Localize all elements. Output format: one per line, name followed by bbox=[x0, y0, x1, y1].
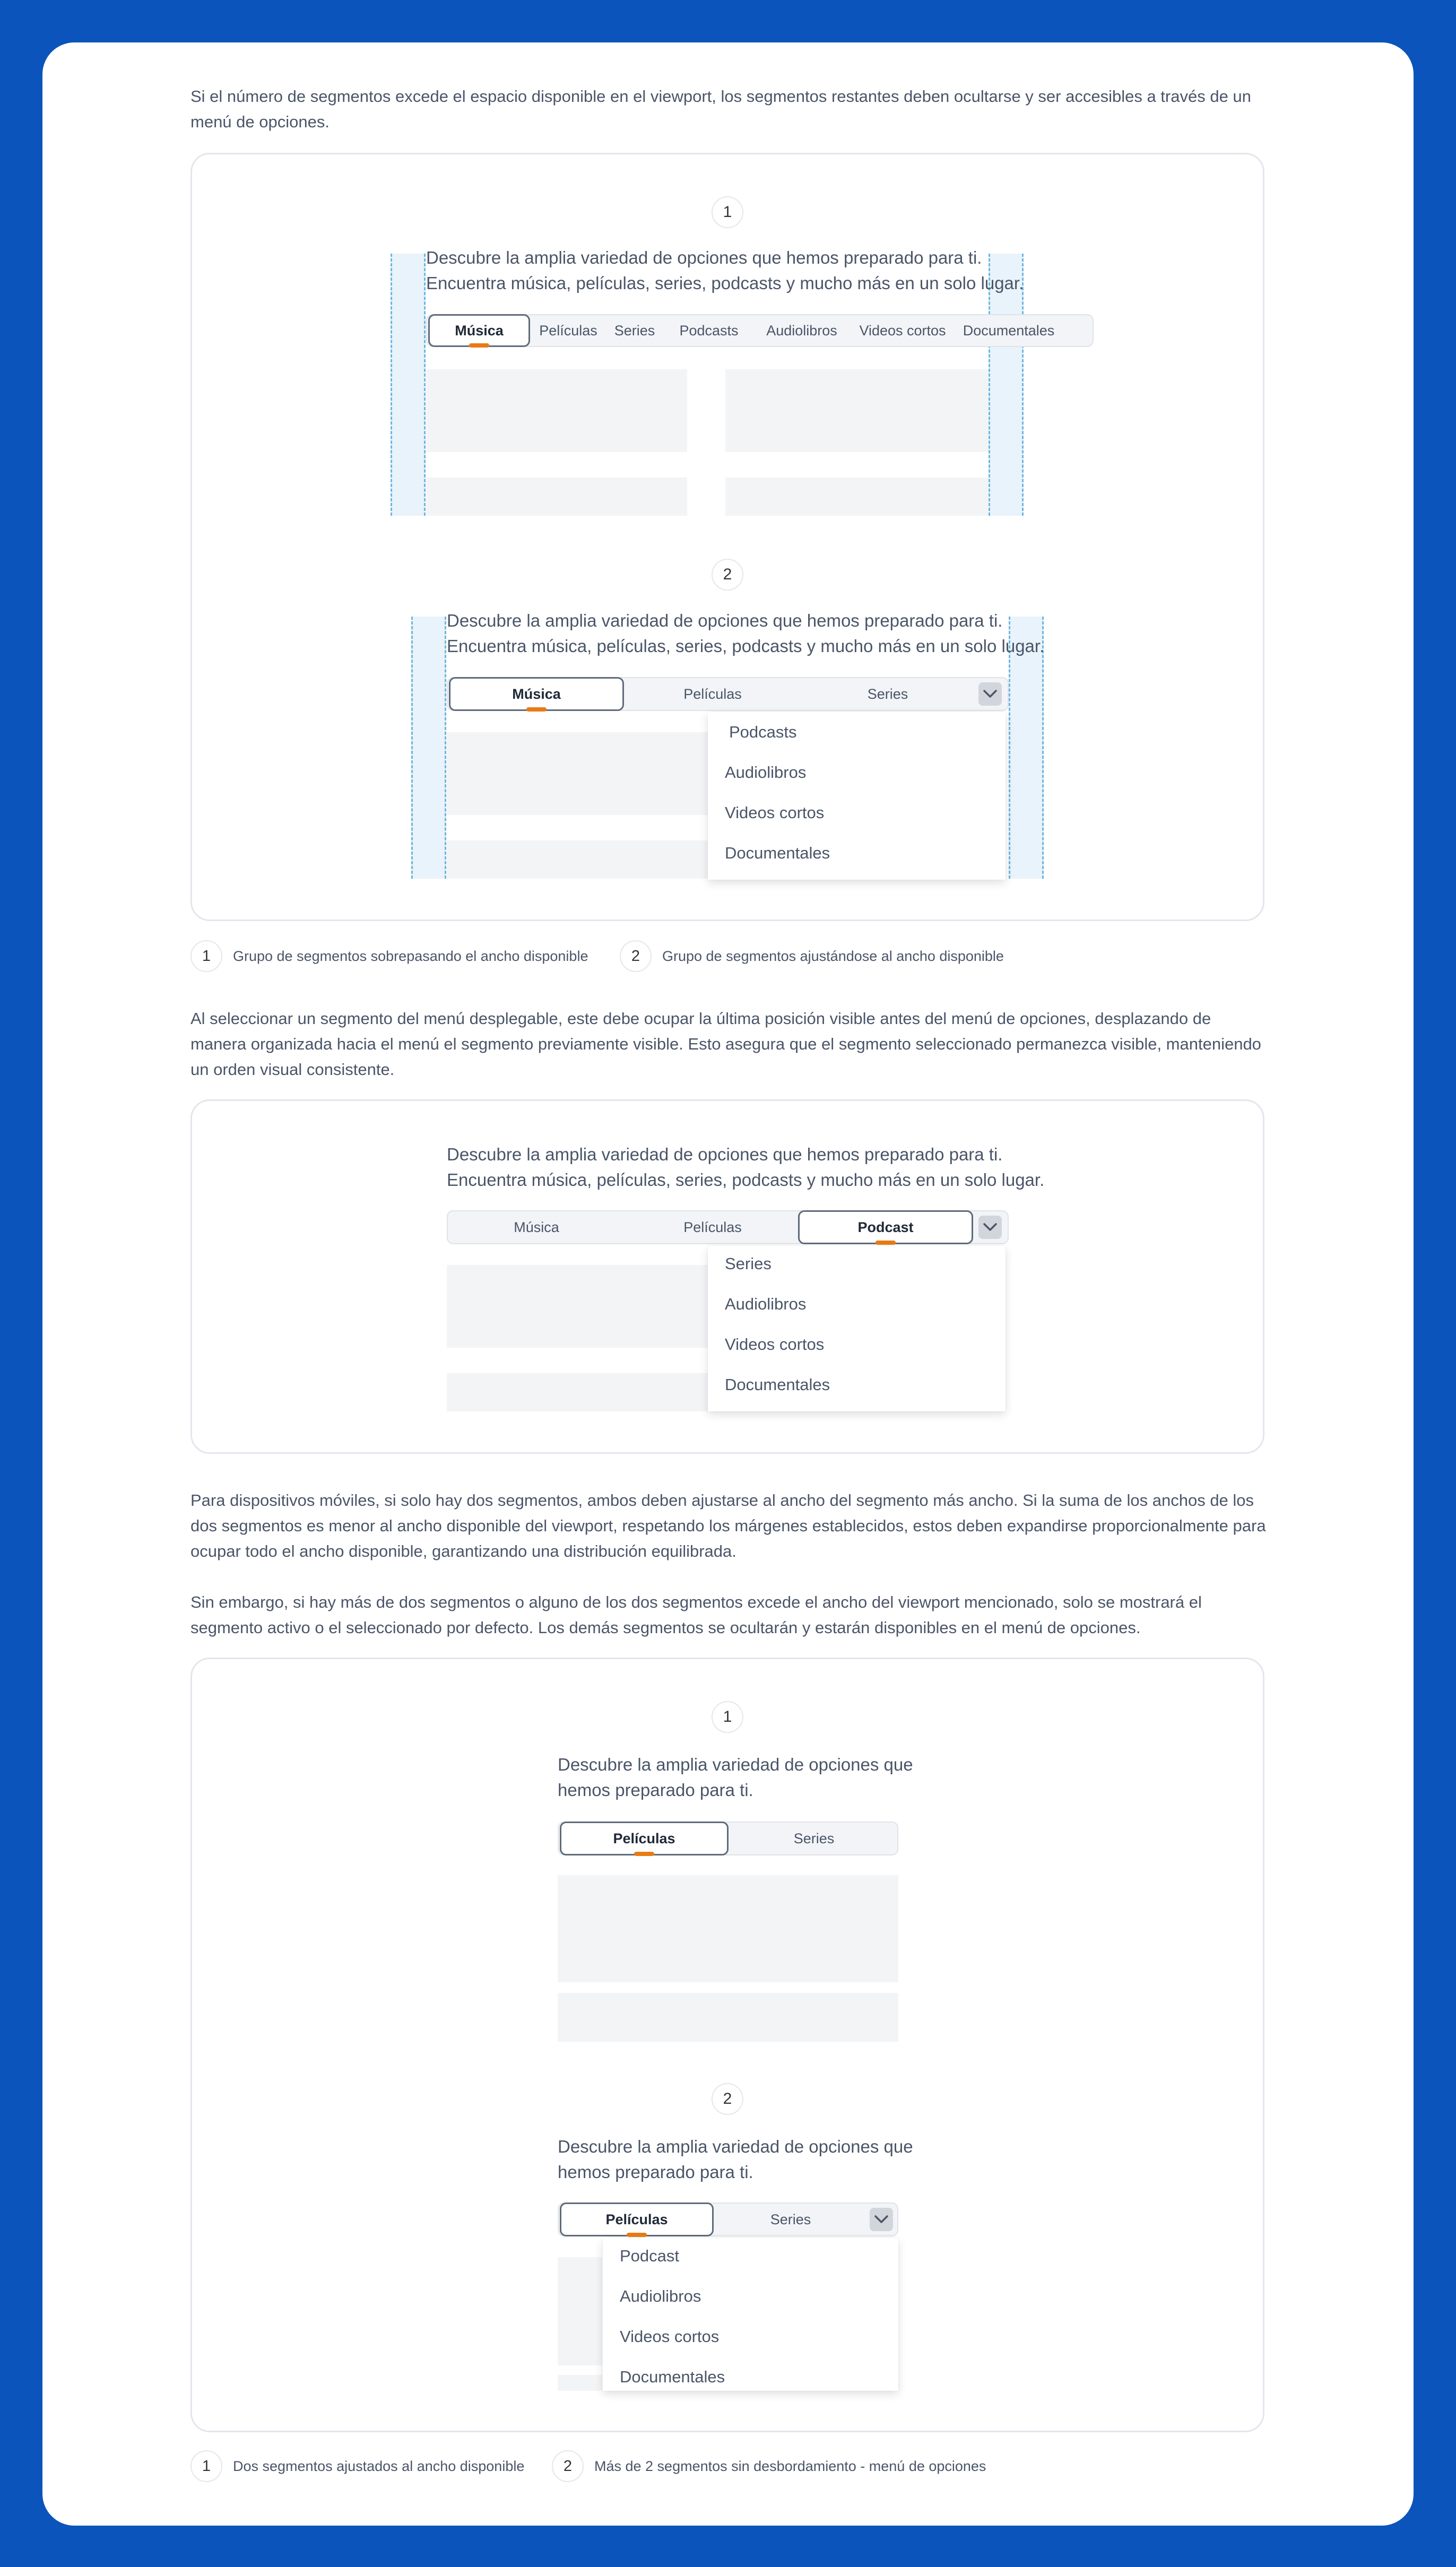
menu-item-audiolibros[interactable]: Audiolibros bbox=[620, 2287, 701, 2305]
menu-item-documentales[interactable]: Documentales bbox=[725, 844, 830, 862]
menu-item-documentales[interactable]: Documentales bbox=[620, 2367, 725, 2386]
segment-podcasts[interactable]: Podcasts bbox=[679, 322, 739, 339]
example-text-line2: hemos preparado para ti. bbox=[558, 2162, 753, 2182]
example-text-line2: Encuentra música, películas, series, podcasts y mucho más en un solo lugar. bbox=[426, 273, 1024, 293]
segment-documentales[interactable]: Documentales bbox=[963, 322, 1055, 339]
margin-guide-left bbox=[391, 254, 426, 516]
dropdown-toggle[interactable] bbox=[978, 682, 1002, 706]
content-placeholder bbox=[426, 478, 687, 516]
legend-number: 2 bbox=[552, 2450, 584, 2482]
legend-label: Grupo de segmentos ajustándose al ancho disponible bbox=[662, 948, 1004, 964]
menu-item-documentales[interactable]: Documentales bbox=[725, 1375, 830, 1394]
intro-paragraph: Si el número de segmentos excede el espacio disponible en el viewport, los segmentos restantes deben ocultarse y ser accesibles a través de un menú de opciones. bbox=[190, 87, 1251, 131]
segmented-control bbox=[558, 2202, 898, 2236]
segment-peliculas[interactable]: Películas bbox=[560, 2202, 714, 2236]
segmented-control bbox=[447, 677, 1009, 711]
example-number-1: 1 bbox=[712, 196, 743, 228]
example-text-line1: Descubre la amplia variedad de opciones que hemos preparado para ti. bbox=[426, 248, 982, 267]
segment-peliculas[interactable]: Películas bbox=[683, 1219, 742, 1235]
example-text-line2: Encuentra música, películas, series, podcasts y mucho más en un solo lugar. bbox=[447, 1170, 1045, 1190]
example-number-2: 2 bbox=[712, 2083, 743, 2115]
legend-label: Grupo de segmentos sobrepasando el ancho disponible bbox=[233, 948, 588, 964]
menu-item-audiolibros[interactable]: Audiolibros bbox=[725, 1295, 807, 1313]
segment-musica[interactable]: Música bbox=[514, 1219, 559, 1235]
menu-item-audiolibros[interactable]: Audiolibros bbox=[725, 763, 807, 782]
options-menu bbox=[708, 1246, 1006, 1411]
menu-item-series[interactable]: Series bbox=[725, 1254, 772, 1273]
example-text-line2: hemos preparado para ti. bbox=[558, 1780, 753, 1800]
content-placeholder bbox=[558, 1993, 898, 2042]
segmented-control bbox=[558, 1822, 898, 1855]
content-placeholder bbox=[447, 840, 708, 879]
segment-peliculas[interactable]: Películas bbox=[539, 322, 597, 339]
content-placeholder bbox=[558, 2375, 602, 2391]
content-placeholder bbox=[447, 1265, 708, 1348]
menu-item-videos-cortos[interactable]: Videos cortos bbox=[725, 1335, 825, 1354]
segment-musica[interactable]: Música bbox=[428, 314, 530, 347]
example-number-2: 2 bbox=[712, 559, 743, 591]
margin-guide-left bbox=[411, 617, 446, 879]
example-text-line1: Descubre la amplia variedad de opciones que hemos preparado para ti. bbox=[447, 611, 1003, 630]
legend-number: 1 bbox=[190, 2450, 222, 2482]
dropdown-toggle[interactable] bbox=[870, 2208, 893, 2231]
legend-item-1 bbox=[190, 2450, 524, 2482]
menu-item-videos-cortos[interactable]: Videos cortos bbox=[620, 2327, 720, 2346]
options-menu bbox=[708, 712, 1006, 880]
segment-peliculas[interactable]: Películas bbox=[560, 1822, 729, 1855]
segment-videos-cortos[interactable]: Videos cortos bbox=[859, 322, 946, 339]
example-number-1: 1 bbox=[712, 1701, 743, 1733]
legend-label: Dos segmentos ajustados al ancho disponible bbox=[233, 2458, 525, 2474]
segment-series[interactable]: Series bbox=[614, 322, 655, 339]
legend-item-1 bbox=[190, 940, 588, 972]
segment-audiolibros[interactable]: Audiolibros bbox=[766, 322, 837, 339]
segment-musica[interactable]: Música bbox=[449, 677, 624, 711]
legend-number: 1 bbox=[190, 940, 222, 972]
chevron-down-icon bbox=[983, 690, 997, 698]
chevron-down-icon bbox=[874, 2215, 888, 2224]
legend-item-2 bbox=[552, 2450, 986, 2482]
selection-paragraph: Al seleccionar un segmento del menú desplegable, este debe ocupar la última posición visible antes del menú de opciones, desplazando de manera organizada hacia el menú el segmento previamente visible. Esto asegura que el segmento seleccionado permanezca visible, manteniendo un orden visual consistente. bbox=[190, 1009, 1261, 1079]
menu-item-podcast[interactable]: Podcast bbox=[620, 2247, 680, 2265]
menu-item-podcasts[interactable]: Podcasts bbox=[729, 723, 797, 741]
content-placeholder bbox=[725, 369, 989, 452]
segmented-control bbox=[426, 314, 1094, 347]
example-text-line1: Descubre la amplia variedad de opciones que bbox=[558, 1755, 913, 1774]
menu-item-videos-cortos[interactable]: Videos cortos bbox=[725, 803, 825, 822]
options-menu bbox=[603, 2238, 898, 2391]
dropdown-toggle[interactable] bbox=[978, 1216, 1002, 1239]
example-text-line1: Descubre la amplia variedad de opciones que hemos preparado para ti. bbox=[447, 1144, 1003, 1164]
legend-label: Más de 2 segmentos sin desbordamiento - menú de opciones bbox=[594, 2458, 986, 2474]
mobile-overflow-paragraph: Sin embargo, si hay más de dos segmentos o alguno de los dos segmentos excede el ancho del viewport mencionado, solo se mostrará el segmento activo o el seleccionado por defecto. Los demás segmentos se ocultarán y estarán disponibles en el menú de opciones. bbox=[190, 1593, 1202, 1637]
segment-podcast[interactable]: Podcast bbox=[798, 1210, 973, 1244]
content-placeholder bbox=[558, 2257, 602, 2365]
content-placeholder bbox=[447, 732, 708, 815]
segmented-control bbox=[447, 1210, 1009, 1244]
example-text-line2: Encuentra música, películas, series, podcasts y mucho más en un solo lugar. bbox=[447, 636, 1045, 656]
segment-series[interactable]: Series bbox=[867, 686, 908, 702]
content-placeholder bbox=[447, 1373, 708, 1411]
segment-series[interactable]: Series bbox=[770, 2211, 811, 2227]
content-placeholder bbox=[426, 369, 687, 452]
legend-number: 2 bbox=[620, 940, 652, 972]
mobile-paragraph: Para dispositivos móviles, si solo hay dos segmentos, ambos deben ajustarse al ancho del segmento más ancho. Si la suma de los anchos de los dos segmentos es menor al ancho disponible del viewport, respetando los márgenes establecidos, estos deben expandirse proporcionalmente para ocupar todo el ancho disponible, garantizando una distribución equilibrada. bbox=[190, 1491, 1266, 1560]
example-text-line1: Descubre la amplia variedad de opciones que bbox=[558, 2137, 913, 2156]
segment-series[interactable]: Series bbox=[793, 1830, 835, 1846]
content-placeholder bbox=[725, 478, 989, 516]
legend-item-2 bbox=[620, 940, 1004, 972]
segment-peliculas[interactable]: Películas bbox=[683, 686, 742, 702]
content-placeholder bbox=[558, 1875, 898, 1982]
chevron-down-icon bbox=[983, 1223, 997, 1232]
